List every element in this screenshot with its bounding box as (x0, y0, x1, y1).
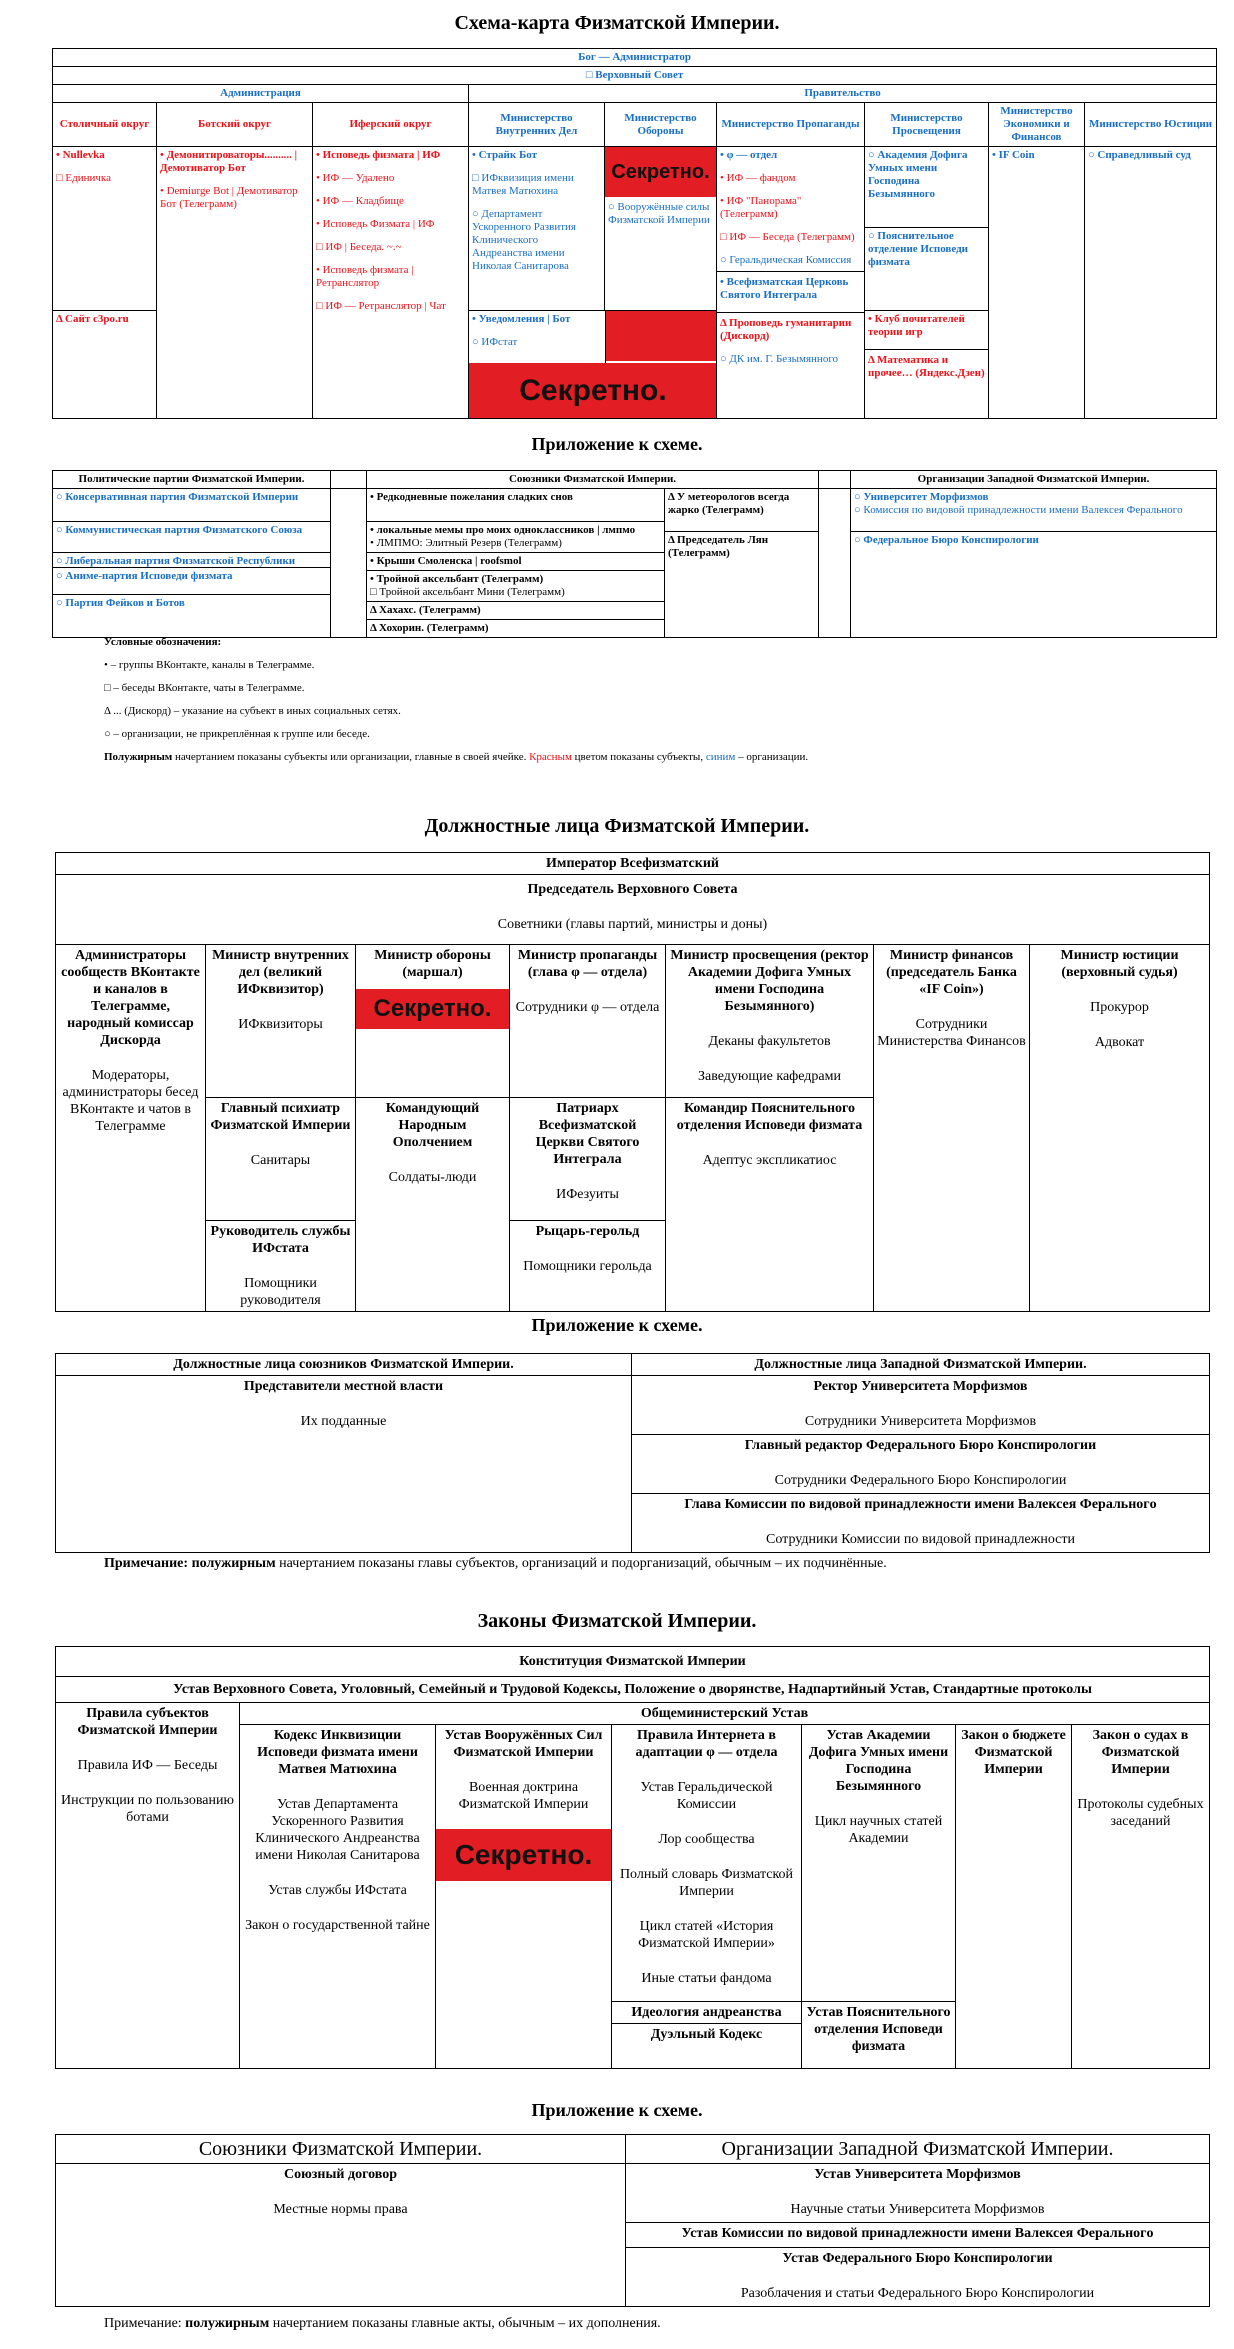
west-header: Организации Западной Физматской Империи. (851, 471, 1217, 489)
list-item: Δ Математика и прочее… (Яндекс.Дзен) (868, 354, 985, 379)
list-item: • ЛМПМО: Элитный Резерв (Телеграмм) (367, 537, 664, 553)
legend-line: Δ ... (Дискорд) – указание на субъект в иных социальных сетях. (104, 705, 401, 717)
list-item: □ ИФ — Беседа (Телеграмм) (720, 231, 855, 243)
armed-forces-cell (436, 1725, 612, 2069)
law-item: Военная доктрина Физматской Империи (458, 1780, 589, 1812)
official-staff: Сотрудники φ — отдела (515, 1000, 660, 1015)
list-item: • ИФ — Удалено (316, 172, 395, 184)
law-item: Научные статьи Университета Морфизмов (790, 2202, 1045, 2217)
official-staff: Сотрудники Федерального Бюро Конспирологии (774, 1473, 1067, 1488)
advisors: Советники (главы партий, министры и доны) (497, 917, 768, 932)
militia-cell (356, 1098, 510, 1312)
law-item: Закон о государственной тайне (245, 1918, 430, 1933)
mvd-cell (469, 147, 605, 311)
list-item: ○ Коммунистическая партия Физматского Союза (53, 522, 330, 553)
laws-appendix-table (55, 2134, 1210, 2307)
capital-site-cell (53, 311, 157, 419)
west-laws-header: Организации Западной Физматской Империи. (626, 2135, 1210, 2164)
appendix-title: Приложение к схеме. (531, 1315, 703, 1335)
official-head: Министр пропаганды (глава φ — отдела) (517, 948, 658, 980)
official-head: Главный психиатр Физматской Империи (210, 1101, 351, 1133)
laws-note (104, 2316, 661, 2332)
propaganda-official-cell (510, 945, 666, 1098)
note-bold: полужирным (191, 1556, 276, 1571)
list-item: ○ Университет Морфизмов (854, 491, 989, 503)
official-staff: ИФезуиты (556, 1187, 619, 1202)
official-head: Министр обороны (маршал) (374, 948, 491, 980)
list-item: • Демонитироваторы.......... | Демотиватор Бот (160, 149, 298, 174)
official-staff: Деканы факультетов (708, 1034, 831, 1049)
scheme-title: Схема-карта Физматской Империи. (454, 12, 780, 34)
list-item: • Исповедь физмата | Ретранслятор (316, 264, 414, 289)
list-item: • Nullevka (56, 149, 105, 161)
parties-header: Политические партии Физматской Империи. (53, 471, 331, 489)
law-head: Закон о бюджете Физматской Империи (961, 1728, 1066, 1777)
courts-cell (1072, 1725, 1210, 2069)
list-item: ○ Академия Дофига Умных имени Господина Безымянного (868, 149, 968, 200)
west-officials-header: Должностные лица Западной Физматской Империи. (632, 1354, 1210, 1376)
ministry-finance: Министерство Экономики и Финансов (989, 103, 1085, 147)
official-staff: Адептус экспликатиос (702, 1153, 837, 1168)
law-head: Закон о судах в Физматской Империи (1092, 1728, 1189, 1777)
gov-header: Правительство (469, 85, 1217, 103)
list-item: ○ Справедливый суд (1088, 149, 1191, 161)
list-item: • Уведомления | Бот (472, 313, 571, 325)
laws-title: Законы Физматской Империи. (477, 1610, 757, 1632)
list-item: Δ Проповедь гуманитарии (Дискорд) (720, 317, 852, 342)
list-item: • Страйк Бот (472, 149, 538, 161)
official-head: Руководитель службы ИФстата (210, 1224, 351, 1256)
list-item: Δ Сайт c3po.ru (56, 313, 129, 325)
list-item: • локальные мемы про моих одноклассников | лмпмо (370, 524, 636, 536)
patriarch-cell (510, 1098, 666, 1221)
official-staff: Помощники герольда (523, 1259, 652, 1274)
ideology-cell (612, 2002, 802, 2069)
herald-cell (510, 1221, 666, 1312)
official-staff: Заведующие кафедрами (698, 1069, 841, 1084)
list-item: □ ИФ | Беседа. ~.~ (316, 241, 402, 253)
finance-official-cell (874, 945, 1030, 1312)
appendix-title: Приложение к схеме. (531, 434, 703, 454)
official-head: Министр финансов (председатель Банка «IF Coin») (886, 948, 1017, 997)
parties-cell (53, 489, 331, 638)
official-head: Представители местной власти (243, 1379, 444, 1394)
list-item: ○ Департамент Ускоренного Развития Клинического Андреанства имени Николая Санитарова (472, 208, 576, 272)
justice-official-cell (1030, 945, 1210, 1312)
internet-rules-cell (612, 1725, 802, 2002)
law-head: Идеология андреанства (612, 2002, 801, 2024)
secret-stamp-large: Секретно. (469, 363, 717, 419)
law-head: Устав Пояснительного отделения Исповеди физмата (806, 2005, 951, 2054)
ministry-defense: Министерство Обороны (605, 103, 717, 147)
defense-official-cell (356, 945, 510, 1098)
secret-stamp: Секретно. (605, 147, 716, 197)
law-item: Иные статьи фандома (641, 1971, 772, 1986)
law-item: Инструкции по пользованию ботами (61, 1793, 234, 1825)
note-label: Примечание: (104, 2316, 186, 2331)
law-item: Устав службы ИФстата (268, 1883, 407, 1898)
officials-title: Должностные лица Физматской Империи. (424, 815, 810, 837)
god-row: Бог — Администратор (53, 49, 1217, 67)
list-item: • Всефизматская Церковь Святого Интеграла (720, 276, 849, 301)
subjects-rules-cell (56, 1703, 240, 2069)
list-item: □ ИФквизиция имени Матвея Матюхина (472, 172, 574, 197)
official-head: Рыцарь-герольд (535, 1224, 640, 1239)
constitution: Конституция Физматской Империи (56, 1647, 1210, 1677)
academy-cell (802, 1725, 956, 2002)
law-head: Устав Федерального Бюро Конспирологии (782, 2251, 1053, 2266)
official-head: Патриарх Всефизматской Церкви Святого Интеграла (535, 1101, 640, 1167)
list-item: □ Единичка (56, 172, 111, 184)
list-item: ○ ДК им. Г. Безымянного (720, 353, 839, 365)
district-ifer: Иферский округ (313, 103, 469, 147)
official-staff: Адвокат (1094, 1035, 1145, 1050)
emperor: Император Всефизматский (56, 853, 1210, 875)
official-staff: Сотрудники Комиссии по видовой принадлежности (766, 1532, 1075, 1547)
legend-line: □ – беседы ВКонтакте, чаты в Телеграмме. (104, 682, 305, 694)
official-head: Министр просвещения (ректор Академии Дофига Умных имени Господина Безымянного) (670, 948, 869, 1014)
bot-cell (157, 147, 313, 419)
law-item: Цикл научных статей Академии (814, 1814, 943, 1846)
law-item: Устав Геральдической Комиссии (640, 1780, 773, 1812)
codes: Устав Верховного Совета, Уголовный, Семейный и Трудовой Кодексы, Положение о дворянстве, Надпартийный Устав, Стандартные протоколы (56, 1677, 1210, 1703)
list-item: • Demiurge Bot | Демотиватор Бот (Телеграмм) (160, 185, 298, 210)
note-text: начертанием показаны главные акты, обычным – их дополнения. (269, 2316, 661, 2331)
officials-note (104, 1556, 887, 1572)
list-item: • Редкодневные пожелания сладких снов (367, 489, 664, 522)
official-head: Ректор Университета Морфизмов (813, 1379, 1028, 1394)
legend-title: Условные обозначения: (104, 636, 222, 648)
law-head: Устав Университета Морфизмов (814, 2167, 1021, 2182)
law-head: Правила субъектов Физматской Империи (77, 1706, 218, 1738)
list-item: ○ Консервативная партия Физматской Империи (53, 489, 330, 522)
legend-text: – организации. (735, 751, 809, 763)
education-bottom (865, 311, 989, 419)
mvd-defense-bottom (469, 311, 717, 419)
list-item: ○ Либеральная партия Физматской Республики (53, 553, 330, 568)
list-item: Δ Председатель Лян (Телеграмм) (668, 534, 769, 559)
law-item: Цикл статей «История Физматской Империи» (638, 1919, 775, 1951)
appendix-table (52, 470, 1217, 638)
district-bot: Ботский округ (157, 103, 313, 147)
official-head: Главный редактор Федерального Бюро Конспирологии (744, 1438, 1097, 1453)
officials-table (55, 852, 1210, 1312)
list-item: □ ИФ — Ретранслятор | Чат (316, 300, 446, 312)
list-item: • IF Coin (992, 149, 1035, 161)
education-cell (865, 147, 989, 311)
official-staff: Прокурор (1090, 1000, 1149, 1015)
official-staff: Сотрудники Министерства Финансов (877, 1017, 1026, 1049)
appendix-title: Приложение к схеме. (531, 2100, 703, 2120)
commission-law-cell (626, 2223, 1210, 2248)
morphisms-law-cell (626, 2164, 1210, 2223)
local-authority-cell (56, 1376, 632, 1553)
district-capital: Столичный округ (53, 103, 157, 147)
official-staff: Солдаты-люди (388, 1170, 477, 1185)
legend-text: цветом показаны субъекты, (571, 751, 706, 763)
list-item: • ИФ — Кладбище (316, 195, 404, 207)
official-head: Командующий Народным Ополчением (385, 1101, 480, 1150)
budget-cell (956, 1725, 1072, 2069)
admins-cell (56, 945, 206, 1312)
mvd-official-cell (206, 945, 356, 1098)
list-item: • Крыши Смоленска | roofsmol (367, 553, 664, 571)
allies-officials-header: Должностные лица союзников Физматской Империи. (56, 1354, 632, 1376)
legend-bold-word: Полужирным (104, 751, 173, 763)
allies-left-cell (367, 489, 665, 638)
list-item: □ Тройной аксельбант Мини (Телеграмм) (367, 586, 664, 602)
legend-red-word: Красным (529, 751, 572, 763)
conspiracy-law-cell (626, 2248, 1210, 2307)
list-item: • ИФ — фандом (720, 172, 796, 184)
ministry-justice: Министерство Юстиции (1085, 103, 1217, 147)
official-staff: Санитары (250, 1153, 311, 1168)
legend-line: • – группы ВКонтакте, каналы в Телеграмме. (104, 659, 315, 671)
ministry-education: Министерство Просвещения (865, 103, 989, 147)
union-treaty-cell (56, 2164, 626, 2307)
official-head: Министр внутренних дел (великий ИФквизитор) (212, 948, 349, 997)
list-item: • Исповедь физмата | ИФ (316, 149, 441, 161)
law-item: Разоблачения и статьи Федерального Бюро Конспирологии (740, 2286, 1095, 2301)
officials-appendix-table (55, 1353, 1210, 1553)
law-item: Лор сообщества (658, 1832, 755, 1847)
allies-laws-header: Союзники Физматской Империи. (56, 2135, 626, 2164)
list-item: ○ Партия Фейков и Ботов (56, 597, 185, 609)
legend-line: ○ – организации, не прикреплённая к группе или беседе. (104, 728, 370, 740)
ifstat-cell (206, 1221, 356, 1312)
education-official-cell (666, 945, 874, 1098)
official-staff: Их подданные (300, 1414, 387, 1429)
list-item: ○ Вооружённые силы Физматской Империи (608, 201, 710, 226)
psychiatrist-cell (206, 1098, 356, 1221)
note-bold: полужирным (185, 2316, 270, 2331)
law-head: Устав Комиссии по видовой принадлежности имени Валексея Феральногo (681, 2226, 1154, 2241)
official-head: Министр юстиции (верховный судья) (1060, 948, 1179, 980)
secret-stamp: Секретно. (356, 989, 509, 1029)
law-head: Кодекс Инквизиции Исповеди физмата имени Матвея Матюхина (257, 1728, 418, 1777)
laws-table (55, 1646, 1210, 2069)
list-item: Δ Хохорин. (Телеграмм) (370, 622, 489, 634)
secret-stamp (606, 311, 717, 361)
justice-cell (1085, 147, 1217, 419)
law-item: Устав Департамента Ускоренного Развития Клинического Андреанства имени Николая Санитарова (255, 1797, 420, 1863)
list-item: ○ Комиссия по видовой принадлежности имени Валексея Феральногo (854, 504, 1183, 516)
official-head: Администраторы сообществ ВКонтакте и каналов в Телеграмме, народный комиссар Дискорда (61, 948, 200, 1048)
propaganda-cell (717, 147, 865, 419)
allies-right-cell (665, 489, 819, 638)
list-item: • Клуб почитателей теории игр (868, 313, 965, 338)
law-head: Дуэльный Кодекс (650, 2027, 763, 2042)
list-item: • ИФ "Панорама" (Телеграмм) (720, 195, 802, 220)
law-head: Союзный договор (284, 2167, 397, 2182)
list-item: Δ У метеорологов всегда жарко (Телеграмм) (665, 489, 818, 532)
ifer-cell (313, 147, 469, 419)
note-label: Примечание: (104, 1556, 192, 1571)
list-item: Δ Хахахс. (Телеграмм) (367, 602, 664, 620)
law-head: Устав Вооружённых Сил Физматской Империи (444, 1728, 603, 1760)
law-head: Правила Интернета в адаптации φ — отдела (635, 1728, 778, 1760)
law-item: Полный словарь Физматской Империи (619, 1867, 794, 1899)
official-staff: ИФквизиторы (238, 1017, 323, 1032)
allies-header: Союзники Физматской Империи. (367, 471, 819, 489)
law-item: Местные нормы права (273, 2202, 408, 2217)
official-head: Командир Пояснительного отделения Исповеди физмата (676, 1101, 863, 1133)
list-item: ○ Пояснительное отделение Исповеди физмата (868, 230, 969, 268)
list-item: • φ — отдел (720, 149, 778, 161)
explanatory-cell (802, 2002, 956, 2069)
note-text: начертанием показаны главы субъектов, организаций и подорганизаций, обычным – их подчинённые. (275, 1556, 887, 1571)
official-staff: Сотрудники Университета Морфизмов (804, 1414, 1037, 1429)
inquisition-cell (240, 1725, 436, 2069)
law-item: Протоколы судебных заседаний (1077, 1797, 1204, 1829)
defense-cell (605, 147, 717, 311)
list-item: ○ Геральдическая Комиссия (720, 254, 852, 266)
morphisms-cell (632, 1376, 1210, 1435)
list-item: ○ ИФстат (472, 336, 518, 348)
list-item: ○ Федеральное Бюро Конспирологии (854, 534, 1039, 546)
legend-text: начертанием показаны субъекты или организации, главные в своей ячейке. (172, 751, 530, 763)
chair: Председатель Верховного Совета (527, 882, 738, 897)
legend (104, 636, 1154, 764)
ministry-propaganda: Министерство Пропаганды (717, 103, 865, 147)
west-cell (851, 489, 1217, 638)
list-item: ○ Аниме-партия Исповеди физмата (53, 568, 330, 595)
admin-header: Администрация (53, 85, 469, 103)
legend-blue-word: синим (705, 751, 736, 763)
law-item: Правила ИФ — Беседы (77, 1758, 218, 1773)
secret-stamp: Секретно. (436, 1829, 611, 1881)
council-row: □ Верховный Совет (53, 67, 1217, 85)
official-staff: Помощники руководителя (240, 1276, 321, 1308)
official-staff: Модераторы, администраторы бесед ВКонтакте и чатов в Телеграмме (62, 1068, 199, 1134)
official-head: Глава Комиссии по видовой принадлежности имени Валексея Феральногo (684, 1497, 1157, 1512)
ministry-mvd: Министерство Внутренних Дел (469, 103, 605, 147)
interministerial: Общеминистерский Устав (240, 1703, 1210, 1725)
law-head: Устав Академии Дофига Умных имени Господина Безымянного (808, 1728, 949, 1794)
finance-cell (989, 147, 1085, 419)
scheme-table (52, 48, 1217, 419)
explainers-cell (666, 1098, 874, 1312)
chair-cell (56, 875, 1210, 945)
conspiracy-cell (632, 1435, 1210, 1494)
list-item: • Исповедь Физмата | ИФ (316, 218, 435, 230)
list-item: • Тройной аксельбант (Телеграмм) (370, 573, 544, 585)
legend-colors (104, 751, 1154, 764)
capital-cell (53, 147, 157, 311)
commission-cell (632, 1494, 1210, 1553)
